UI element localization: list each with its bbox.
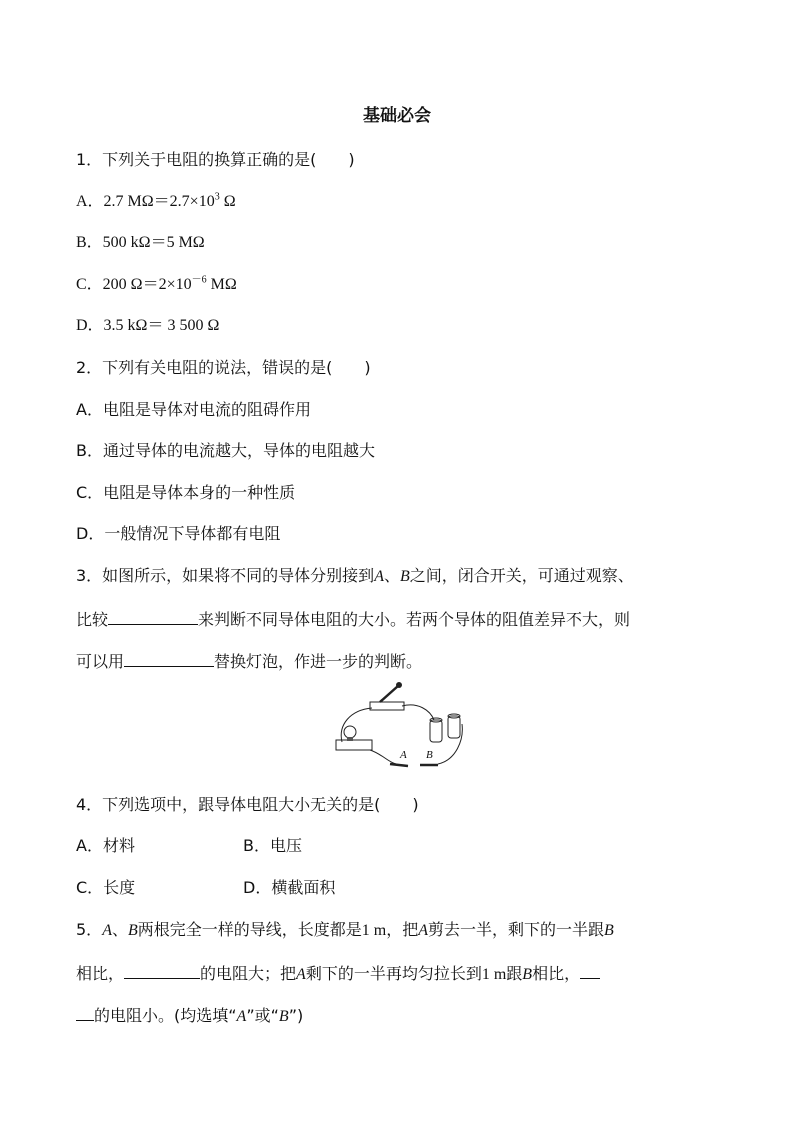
q5-length: 1 m <box>481 966 507 983</box>
answer-blank[interactable] <box>580 962 600 979</box>
q5-text: 两根完全一样的导线，长度都是 <box>137 920 362 939</box>
section-title: 基础必会 <box>363 106 431 126</box>
q5-var-b: B <box>278 1008 289 1025</box>
q5-line-3 <box>76 1004 303 1027</box>
q5-text: ”) <box>288 1006 304 1025</box>
terminal-a-clip <box>390 764 408 766</box>
q1-option-c-text: C．200 Ω＝2×10 <box>76 276 192 293</box>
q4-option-d: D．横截面积 <box>243 878 336 897</box>
q1-option-a-text: A．2.7 MΩ＝2.7×10 <box>76 193 215 210</box>
q3-text: 比较 <box>76 610 109 629</box>
q5-var-a: A <box>418 922 429 939</box>
q5-text: 5． <box>76 920 103 939</box>
answer-blank[interactable] <box>124 650 214 667</box>
q4-stem: 4．下列选项中，跟导体电阻大小无关的是( ) <box>76 795 419 814</box>
q5-text: 的电阻小。(均选填“ <box>94 1006 237 1025</box>
q5-var-a: A <box>296 966 306 983</box>
q5-var-b: B <box>522 966 533 983</box>
q5-text: 相比， <box>532 964 581 983</box>
q3-sep: 、 <box>383 566 400 585</box>
q2-option-d: D．一般情况下导体都有电阻 <box>76 524 281 543</box>
q5-length: 1 m <box>361 922 387 939</box>
answer-blank[interactable] <box>108 608 198 625</box>
q2-option-b: B．通过导体的电流越大，导体的电阻越大 <box>76 441 375 460</box>
q1-option-d: D．3.5 kΩ＝ 3 500 Ω <box>76 317 220 334</box>
switch-base <box>370 702 404 710</box>
q3-line-1 <box>76 566 634 587</box>
bulb-icon <box>344 726 356 741</box>
wire <box>402 705 434 720</box>
q3-var-a: A <box>374 568 384 585</box>
q3-text: 3．如图所示，如果将不同的导体分别接到 <box>76 566 375 585</box>
q3-var-b: B <box>399 568 410 585</box>
q5-text: ”或“ <box>246 1006 279 1025</box>
q1-option-c <box>76 275 237 295</box>
q5-line-1 <box>76 920 614 941</box>
q3-text: 来判断不同导体电阻的大小。若两个导体的阻值差异不大，则 <box>198 610 631 629</box>
q3-line-3 <box>76 650 422 672</box>
q2-option-a: A．电阻是导体对电流的阻碍作用 <box>76 400 311 419</box>
q5-sep: 、 <box>111 920 128 939</box>
q2-stem: 2．下列有关电阻的说法，错误的是( ) <box>76 358 371 377</box>
switch-lever <box>380 682 402 702</box>
q5-var-b: B <box>604 922 614 939</box>
terminal-b-label: B <box>426 749 433 761</box>
circuit-diagram <box>330 680 470 770</box>
wire <box>370 750 396 764</box>
q5-text: 的电阻大；把 <box>200 964 297 983</box>
q5-text: ，把 <box>386 920 419 939</box>
battery-cell <box>448 716 460 738</box>
answer-blank[interactable] <box>124 962 200 979</box>
q2-option-c: C．电阻是导体本身的一种性质 <box>76 483 296 502</box>
q1-option-c-unit: MΩ <box>206 276 237 293</box>
battery-cell <box>430 720 442 742</box>
answer-blank[interactable] <box>76 1004 94 1021</box>
q5-text: 相比， <box>76 964 125 983</box>
q1-stem: 1．下列关于电阻的换算正确的是( ) <box>76 150 355 169</box>
q5-text: 跟 <box>506 964 523 983</box>
q3-text: 之间，闭合开关，可通过观察、 <box>409 566 634 585</box>
q3-text: 可以用 <box>76 652 125 671</box>
q5-var-a: A <box>236 1008 247 1025</box>
q1-option-a <box>76 192 236 212</box>
q5-text: 剩下的一半再均匀拉长到 <box>305 964 482 983</box>
terminal-a-label: A <box>400 749 407 761</box>
q4-option-b: B．电压 <box>243 836 302 855</box>
q1-option-a-unit: Ω <box>219 193 236 210</box>
q3-text: 替换灯泡，作进一步的判断。 <box>214 652 423 671</box>
q4-option-c: C．长度 <box>76 878 136 897</box>
q1-option-c-exponent: －6 <box>191 274 207 286</box>
q5-line-2 <box>76 962 600 985</box>
q4-option-a: A．材料 <box>76 836 135 855</box>
q1-option-b: B．500 kΩ＝5 MΩ <box>76 234 205 251</box>
q3-line-2 <box>76 608 630 630</box>
q1-option-a-exponent: 3 <box>214 191 220 203</box>
q5-var-a: A <box>102 922 112 939</box>
q5-var-b: B <box>127 922 138 939</box>
q5-text: 剪去一半，剩下的一半跟 <box>428 920 605 939</box>
